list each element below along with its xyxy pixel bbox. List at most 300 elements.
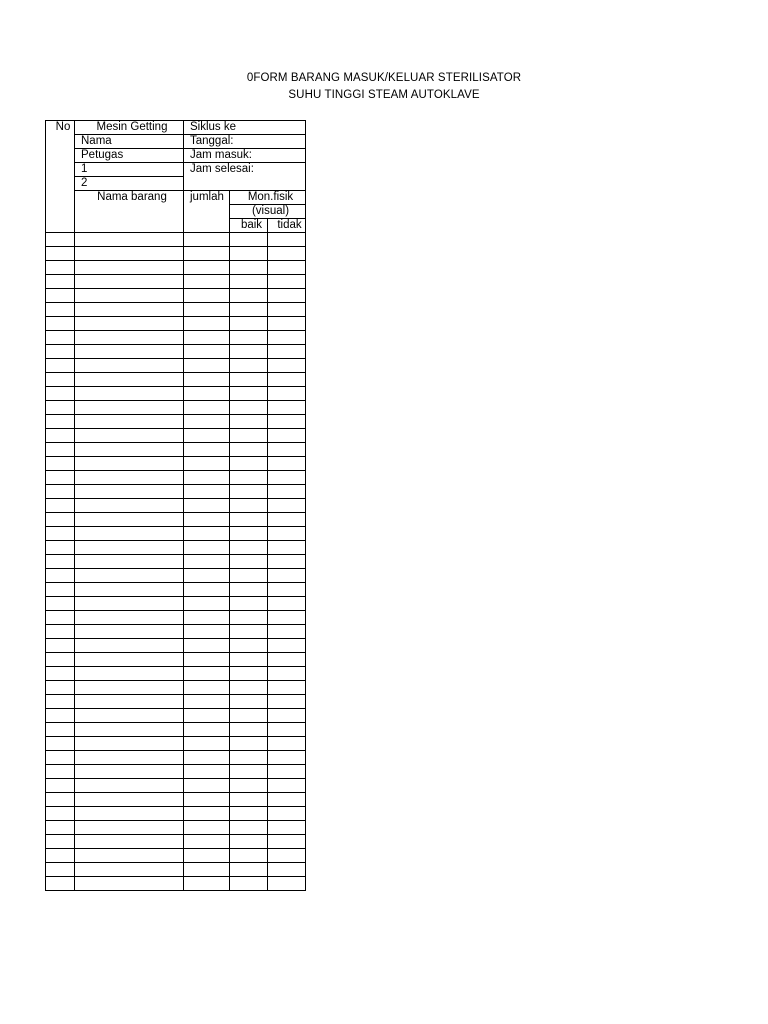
table-row bbox=[46, 611, 306, 625]
row-tidak-cell[interactable] bbox=[268, 289, 306, 303]
row-no-cell[interactable] bbox=[46, 387, 75, 401]
row-jumlah-cell[interactable] bbox=[184, 583, 230, 597]
row-baik-cell[interactable] bbox=[230, 597, 268, 611]
row-jumlah-cell[interactable] bbox=[184, 415, 230, 429]
row-jumlah-cell[interactable] bbox=[184, 597, 230, 611]
row-baik-cell[interactable] bbox=[230, 443, 268, 457]
row-no-cell[interactable] bbox=[46, 765, 75, 779]
row-no-cell[interactable] bbox=[46, 583, 75, 597]
row-tidak-cell[interactable] bbox=[268, 611, 306, 625]
row-no-cell[interactable] bbox=[46, 429, 75, 443]
table-row bbox=[46, 359, 306, 373]
table-row bbox=[46, 317, 306, 331]
petugas-1[interactable]: 1 bbox=[75, 163, 184, 177]
row-tidak-cell[interactable] bbox=[268, 513, 306, 527]
row-tidak-cell[interactable] bbox=[268, 555, 306, 569]
table-row bbox=[46, 709, 306, 723]
row-jumlah-cell[interactable] bbox=[184, 499, 230, 513]
row-nama-barang-cell[interactable] bbox=[75, 471, 184, 485]
row-no-cell[interactable] bbox=[46, 247, 75, 261]
row-nama-barang-cell[interactable] bbox=[75, 275, 184, 289]
row-nama-barang-cell[interactable] bbox=[75, 555, 184, 569]
row-baik-cell[interactable] bbox=[230, 723, 268, 737]
row-no-cell[interactable] bbox=[46, 261, 75, 275]
row-tidak-cell[interactable] bbox=[268, 765, 306, 779]
row-tidak-cell[interactable] bbox=[268, 373, 306, 387]
row-nama-barang-cell[interactable] bbox=[75, 541, 184, 555]
row-nama-barang-cell[interactable] bbox=[75, 751, 184, 765]
row-no-cell[interactable] bbox=[46, 877, 75, 891]
row-no-cell[interactable] bbox=[46, 555, 75, 569]
row-no-cell[interactable] bbox=[46, 821, 75, 835]
row-no-cell[interactable] bbox=[46, 863, 75, 877]
row-jumlah-cell[interactable] bbox=[184, 849, 230, 863]
row-nama-barang-cell[interactable] bbox=[75, 807, 184, 821]
row-tidak-cell[interactable] bbox=[268, 863, 306, 877]
table-row bbox=[46, 541, 306, 555]
row-tidak-cell[interactable] bbox=[268, 275, 306, 289]
row-baik-cell[interactable] bbox=[230, 807, 268, 821]
table-row bbox=[46, 681, 306, 695]
row-nama-barang-cell[interactable] bbox=[75, 849, 184, 863]
row-baik-cell[interactable] bbox=[230, 527, 268, 541]
row-nama-barang-cell[interactable] bbox=[75, 723, 184, 737]
row-jumlah-cell[interactable] bbox=[184, 639, 230, 653]
row-tidak-cell[interactable] bbox=[268, 709, 306, 723]
row-jumlah-cell[interactable] bbox=[184, 233, 230, 247]
row-nama-barang-cell[interactable] bbox=[75, 457, 184, 471]
row-baik-cell[interactable] bbox=[230, 695, 268, 709]
row-tidak-cell[interactable] bbox=[268, 401, 306, 415]
row-no-cell[interactable] bbox=[46, 415, 75, 429]
table-row bbox=[46, 415, 306, 429]
siklus-field[interactable]: Siklus ke bbox=[184, 121, 306, 135]
row-tidak-cell[interactable] bbox=[268, 317, 306, 331]
row-tidak-cell[interactable] bbox=[268, 499, 306, 513]
row-nama-barang-cell[interactable] bbox=[75, 597, 184, 611]
row-nama-barang-cell[interactable] bbox=[75, 765, 184, 779]
row-nama-barang-cell[interactable] bbox=[75, 653, 184, 667]
row-jumlah-cell[interactable] bbox=[184, 345, 230, 359]
form-title: 0FORM BARANG MASUK/KELUAR STERILISATOR bbox=[246, 72, 522, 84]
row-nama-barang-cell[interactable] bbox=[75, 415, 184, 429]
table-row bbox=[46, 331, 306, 345]
row-no-cell[interactable] bbox=[46, 625, 75, 639]
row-jumlah-cell[interactable] bbox=[184, 471, 230, 485]
row-tidak-cell[interactable] bbox=[268, 443, 306, 457]
row-nama-barang-cell[interactable] bbox=[75, 345, 184, 359]
row-baik-cell[interactable] bbox=[230, 513, 268, 527]
row-tidak-cell[interactable] bbox=[268, 779, 306, 793]
row-no-cell[interactable] bbox=[46, 275, 75, 289]
row-baik-cell[interactable] bbox=[230, 401, 268, 415]
row-no-cell[interactable] bbox=[46, 709, 75, 723]
visual-header: (visual) bbox=[230, 205, 306, 219]
table-row bbox=[46, 555, 306, 569]
row-baik-cell[interactable] bbox=[230, 653, 268, 667]
row-no-cell[interactable] bbox=[46, 639, 75, 653]
row-jumlah-cell[interactable] bbox=[184, 275, 230, 289]
table-row bbox=[46, 345, 306, 359]
row-no-cell[interactable] bbox=[46, 373, 75, 387]
row-jumlah-cell[interactable] bbox=[184, 443, 230, 457]
row-nama-barang-cell[interactable] bbox=[75, 233, 184, 247]
row-jumlah-cell[interactable] bbox=[184, 611, 230, 625]
row-baik-cell[interactable] bbox=[230, 415, 268, 429]
row-baik-cell[interactable] bbox=[230, 331, 268, 345]
row-tidak-cell[interactable] bbox=[268, 261, 306, 275]
row-no-cell[interactable] bbox=[46, 541, 75, 555]
row-baik-cell[interactable] bbox=[230, 233, 268, 247]
row-jumlah-cell[interactable] bbox=[184, 877, 230, 891]
table-row bbox=[46, 499, 306, 513]
row-nama-barang-cell[interactable] bbox=[75, 387, 184, 401]
row-tidak-cell[interactable] bbox=[268, 387, 306, 401]
row-jumlah-cell[interactable] bbox=[184, 667, 230, 681]
row-tidak-cell[interactable] bbox=[268, 667, 306, 681]
row-tidak-cell[interactable] bbox=[268, 541, 306, 555]
row-no-cell[interactable] bbox=[46, 723, 75, 737]
table-row bbox=[46, 723, 306, 737]
row-tidak-cell[interactable] bbox=[268, 737, 306, 751]
table-row bbox=[46, 667, 306, 681]
row-tidak-cell[interactable] bbox=[268, 695, 306, 709]
row-nama-barang-cell[interactable] bbox=[75, 611, 184, 625]
row-jumlah-cell[interactable] bbox=[184, 541, 230, 555]
row-tidak-cell[interactable] bbox=[268, 345, 306, 359]
row-tidak-cell[interactable] bbox=[268, 681, 306, 695]
table-row bbox=[46, 233, 306, 247]
row-nama-barang-cell[interactable] bbox=[75, 317, 184, 331]
row-tidak-cell[interactable] bbox=[268, 849, 306, 863]
row-baik-cell[interactable] bbox=[230, 485, 268, 499]
row-tidak-cell[interactable] bbox=[268, 471, 306, 485]
row-baik-cell[interactable] bbox=[230, 625, 268, 639]
row-no-cell[interactable] bbox=[46, 345, 75, 359]
row-no-cell[interactable] bbox=[46, 527, 75, 541]
row-nama-barang-cell[interactable] bbox=[75, 779, 184, 793]
row-nama-barang-cell[interactable] bbox=[75, 583, 184, 597]
nama-label: Nama bbox=[75, 135, 184, 149]
row-no-cell[interactable] bbox=[46, 513, 75, 527]
row-jumlah-cell[interactable] bbox=[184, 331, 230, 345]
row-no-cell[interactable] bbox=[46, 793, 75, 807]
row-jumlah-cell[interactable] bbox=[184, 387, 230, 401]
row-no-cell[interactable] bbox=[46, 807, 75, 821]
baik-header: baik bbox=[230, 219, 268, 233]
petugas-label: Petugas bbox=[75, 149, 184, 163]
row-jumlah-cell[interactable] bbox=[184, 485, 230, 499]
row-baik-cell[interactable] bbox=[230, 569, 268, 583]
row-jumlah-cell[interactable] bbox=[184, 527, 230, 541]
row-baik-cell[interactable] bbox=[230, 387, 268, 401]
row-nama-barang-cell[interactable] bbox=[75, 513, 184, 527]
row-baik-cell[interactable] bbox=[230, 835, 268, 849]
row-nama-barang-cell[interactable] bbox=[75, 877, 184, 891]
table-row bbox=[46, 289, 306, 303]
row-tidak-cell[interactable] bbox=[268, 415, 306, 429]
row-nama-barang-cell[interactable] bbox=[75, 303, 184, 317]
row-nama-barang-cell[interactable] bbox=[75, 639, 184, 653]
row-no-cell[interactable] bbox=[46, 233, 75, 247]
row-jumlah-cell[interactable] bbox=[184, 513, 230, 527]
row-tidak-cell[interactable] bbox=[268, 877, 306, 891]
row-no-cell[interactable] bbox=[46, 751, 75, 765]
row-jumlah-cell[interactable] bbox=[184, 709, 230, 723]
petugas-2[interactable]: 2 bbox=[75, 177, 184, 191]
row-tidak-cell[interactable] bbox=[268, 723, 306, 737]
row-jumlah-cell[interactable] bbox=[184, 821, 230, 835]
row-nama-barang-cell[interactable] bbox=[75, 527, 184, 541]
row-tidak-cell[interactable] bbox=[268, 793, 306, 807]
table-row bbox=[46, 835, 306, 849]
row-nama-barang-cell[interactable] bbox=[75, 499, 184, 513]
table-row bbox=[46, 429, 306, 443]
row-baik-cell[interactable] bbox=[230, 583, 268, 597]
jam-masuk-field[interactable]: Jam masuk: bbox=[184, 149, 306, 163]
table-row bbox=[46, 653, 306, 667]
row-jumlah-cell[interactable] bbox=[184, 779, 230, 793]
table-row bbox=[46, 863, 306, 877]
row-jumlah-cell[interactable] bbox=[184, 723, 230, 737]
row-baik-cell[interactable] bbox=[230, 681, 268, 695]
row-tidak-cell[interactable] bbox=[268, 653, 306, 667]
row-jumlah-cell[interactable] bbox=[184, 835, 230, 849]
row-jumlah-cell[interactable] bbox=[184, 681, 230, 695]
row-jumlah-cell[interactable] bbox=[184, 737, 230, 751]
row-no-cell[interactable] bbox=[46, 849, 75, 863]
row-nama-barang-cell[interactable] bbox=[75, 737, 184, 751]
row-jumlah-cell[interactable] bbox=[184, 807, 230, 821]
row-tidak-cell[interactable] bbox=[268, 569, 306, 583]
row-baik-cell[interactable] bbox=[230, 457, 268, 471]
table-row bbox=[46, 765, 306, 779]
table-row bbox=[46, 513, 306, 527]
row-tidak-cell[interactable] bbox=[268, 485, 306, 499]
row-no-cell[interactable] bbox=[46, 401, 75, 415]
row-nama-barang-cell[interactable] bbox=[75, 821, 184, 835]
row-tidak-cell[interactable] bbox=[268, 835, 306, 849]
row-jumlah-cell[interactable] bbox=[184, 401, 230, 415]
row-nama-barang-cell[interactable] bbox=[75, 681, 184, 695]
row-no-cell[interactable] bbox=[46, 303, 75, 317]
row-baik-cell[interactable] bbox=[230, 541, 268, 555]
row-jumlah-cell[interactable] bbox=[184, 555, 230, 569]
row-nama-barang-cell[interactable] bbox=[75, 793, 184, 807]
row-no-cell[interactable] bbox=[46, 695, 75, 709]
row-no-cell[interactable] bbox=[46, 667, 75, 681]
row-no-cell[interactable] bbox=[46, 681, 75, 695]
row-no-cell[interactable] bbox=[46, 317, 75, 331]
row-no-cell[interactable] bbox=[46, 331, 75, 345]
row-baik-cell[interactable] bbox=[230, 317, 268, 331]
row-no-cell[interactable] bbox=[46, 597, 75, 611]
table-row bbox=[46, 261, 306, 275]
mon-fisik-header: Mon.fisik bbox=[230, 191, 306, 205]
row-nama-barang-cell[interactable] bbox=[75, 569, 184, 583]
row-baik-cell[interactable] bbox=[230, 793, 268, 807]
row-nama-barang-cell[interactable] bbox=[75, 401, 184, 415]
row-no-cell[interactable] bbox=[46, 457, 75, 471]
row-baik-cell[interactable] bbox=[230, 345, 268, 359]
row-baik-cell[interactable] bbox=[230, 303, 268, 317]
no-header: No bbox=[46, 121, 75, 233]
table-row bbox=[46, 569, 306, 583]
row-jumlah-cell[interactable] bbox=[184, 429, 230, 443]
row-baik-cell[interactable] bbox=[230, 821, 268, 835]
row-nama-barang-cell[interactable] bbox=[75, 373, 184, 387]
mesin-label: Mesin Getting bbox=[75, 121, 184, 135]
row-baik-cell[interactable] bbox=[230, 275, 268, 289]
row-tidak-cell[interactable] bbox=[268, 457, 306, 471]
row-tidak-cell[interactable] bbox=[268, 821, 306, 835]
table-row bbox=[46, 597, 306, 611]
row-jumlah-cell[interactable] bbox=[184, 373, 230, 387]
row-no-cell[interactable] bbox=[46, 835, 75, 849]
row-baik-cell[interactable] bbox=[230, 471, 268, 485]
row-no-cell[interactable] bbox=[46, 611, 75, 625]
row-nama-barang-cell[interactable] bbox=[75, 331, 184, 345]
row-baik-cell[interactable] bbox=[230, 779, 268, 793]
row-baik-cell[interactable] bbox=[230, 611, 268, 625]
row-no-cell[interactable] bbox=[46, 569, 75, 583]
row-jumlah-cell[interactable] bbox=[184, 793, 230, 807]
row-baik-cell[interactable] bbox=[230, 247, 268, 261]
row-tidak-cell[interactable] bbox=[268, 625, 306, 639]
table-row bbox=[46, 625, 306, 639]
table-row bbox=[46, 583, 306, 597]
jam-selesai-field[interactable]: Jam selesai: bbox=[184, 163, 306, 191]
table-row bbox=[46, 457, 306, 471]
row-jumlah-cell[interactable] bbox=[184, 457, 230, 471]
row-baik-cell[interactable] bbox=[230, 849, 268, 863]
row-baik-cell[interactable] bbox=[230, 289, 268, 303]
table-row bbox=[46, 373, 306, 387]
row-jumlah-cell[interactable] bbox=[184, 303, 230, 317]
table-row bbox=[46, 485, 306, 499]
row-baik-cell[interactable] bbox=[230, 261, 268, 275]
jumlah-header: jumlah bbox=[184, 191, 230, 233]
row-tidak-cell[interactable] bbox=[268, 597, 306, 611]
row-tidak-cell[interactable] bbox=[268, 639, 306, 653]
row-nama-barang-cell[interactable] bbox=[75, 709, 184, 723]
row-nama-barang-cell[interactable] bbox=[75, 443, 184, 457]
form-subtitle: SUHU TINGGI STEAM AUTOKLAVE bbox=[288, 89, 480, 101]
tanggal-field[interactable]: Tanggal: bbox=[184, 135, 306, 149]
row-tidak-cell[interactable] bbox=[268, 583, 306, 597]
row-jumlah-cell[interactable] bbox=[184, 863, 230, 877]
table-row bbox=[46, 821, 306, 835]
row-baik-cell[interactable] bbox=[230, 639, 268, 653]
row-jumlah-cell[interactable] bbox=[184, 695, 230, 709]
table-row bbox=[46, 695, 306, 709]
row-baik-cell[interactable] bbox=[230, 373, 268, 387]
row-nama-barang-cell[interactable] bbox=[75, 835, 184, 849]
row-baik-cell[interactable] bbox=[230, 751, 268, 765]
table-row bbox=[46, 303, 306, 317]
row-nama-barang-cell[interactable] bbox=[75, 667, 184, 681]
tidak-header: tidak bbox=[268, 219, 306, 233]
row-tidak-cell[interactable] bbox=[268, 751, 306, 765]
table-row bbox=[46, 793, 306, 807]
row-nama-barang-cell[interactable] bbox=[75, 261, 184, 275]
row-nama-barang-cell[interactable] bbox=[75, 359, 184, 373]
row-tidak-cell[interactable] bbox=[268, 807, 306, 821]
row-nama-barang-cell[interactable] bbox=[75, 625, 184, 639]
row-baik-cell[interactable] bbox=[230, 429, 268, 443]
row-no-cell[interactable] bbox=[46, 359, 75, 373]
row-tidak-cell[interactable] bbox=[268, 303, 306, 317]
sterilization-form-table bbox=[45, 120, 306, 891]
row-jumlah-cell[interactable] bbox=[184, 625, 230, 639]
table-row bbox=[46, 247, 306, 261]
table-row bbox=[46, 877, 306, 891]
row-tidak-cell[interactable] bbox=[268, 247, 306, 261]
row-tidak-cell[interactable] bbox=[268, 331, 306, 345]
row-baik-cell[interactable] bbox=[230, 359, 268, 373]
row-baik-cell[interactable] bbox=[230, 877, 268, 891]
row-baik-cell[interactable] bbox=[230, 499, 268, 513]
row-jumlah-cell[interactable] bbox=[184, 653, 230, 667]
row-no-cell[interactable] bbox=[46, 471, 75, 485]
row-no-cell[interactable] bbox=[46, 499, 75, 513]
row-jumlah-cell[interactable] bbox=[184, 359, 230, 373]
row-no-cell[interactable] bbox=[46, 737, 75, 751]
row-jumlah-cell[interactable] bbox=[184, 751, 230, 765]
row-jumlah-cell[interactable] bbox=[184, 289, 230, 303]
row-no-cell[interactable] bbox=[46, 443, 75, 457]
table-row bbox=[46, 849, 306, 863]
row-baik-cell[interactable] bbox=[230, 737, 268, 751]
row-tidak-cell[interactable] bbox=[268, 527, 306, 541]
row-jumlah-cell[interactable] bbox=[184, 317, 230, 331]
row-nama-barang-cell[interactable] bbox=[75, 429, 184, 443]
row-tidak-cell[interactable] bbox=[268, 233, 306, 247]
table-row bbox=[46, 443, 306, 457]
row-no-cell[interactable] bbox=[46, 289, 75, 303]
row-jumlah-cell[interactable] bbox=[184, 261, 230, 275]
row-nama-barang-cell[interactable] bbox=[75, 695, 184, 709]
row-nama-barang-cell[interactable] bbox=[75, 485, 184, 499]
row-tidak-cell[interactable] bbox=[268, 429, 306, 443]
row-no-cell[interactable] bbox=[46, 779, 75, 793]
row-no-cell[interactable] bbox=[46, 653, 75, 667]
row-jumlah-cell[interactable] bbox=[184, 765, 230, 779]
row-baik-cell[interactable] bbox=[230, 863, 268, 877]
row-baik-cell[interactable] bbox=[230, 667, 268, 681]
row-no-cell[interactable] bbox=[46, 485, 75, 499]
table-row bbox=[46, 387, 306, 401]
row-nama-barang-cell[interactable] bbox=[75, 863, 184, 877]
row-nama-barang-cell[interactable] bbox=[75, 247, 184, 261]
table-row bbox=[46, 737, 306, 751]
row-jumlah-cell[interactable] bbox=[184, 247, 230, 261]
row-baik-cell[interactable] bbox=[230, 555, 268, 569]
table-row bbox=[46, 527, 306, 541]
table-row bbox=[46, 639, 306, 653]
row-tidak-cell[interactable] bbox=[268, 359, 306, 373]
row-jumlah-cell[interactable] bbox=[184, 569, 230, 583]
table-row bbox=[46, 401, 306, 415]
table-row bbox=[46, 751, 306, 765]
table-row bbox=[46, 275, 306, 289]
row-nama-barang-cell[interactable] bbox=[75, 289, 184, 303]
row-baik-cell[interactable] bbox=[230, 765, 268, 779]
table-row bbox=[46, 779, 306, 793]
nama-barang-header: Nama barang bbox=[75, 191, 184, 233]
row-baik-cell[interactable] bbox=[230, 709, 268, 723]
table-row bbox=[46, 807, 306, 821]
